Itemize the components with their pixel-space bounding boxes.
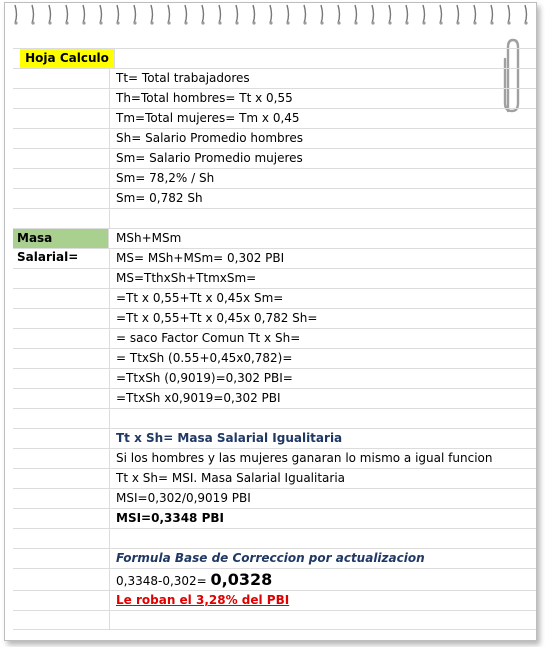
line-23: MSI=0,3348 PBI xyxy=(116,511,224,525)
table-row xyxy=(13,590,536,610)
line-25: Formula Base de Correccion por actualizacion xyxy=(116,551,425,565)
line-15: = TtxSh (0.55+0,45x0,782)= xyxy=(116,351,293,365)
table-row xyxy=(13,508,536,528)
table-row xyxy=(13,408,536,428)
line-0 xyxy=(116,49,536,68)
line-6: Sm= 78,2% / Sh xyxy=(116,171,215,185)
line-14: = saco Factor Comun Tt x Sh= xyxy=(116,331,301,345)
table-row xyxy=(13,188,536,208)
table-row xyxy=(13,348,536,368)
line-20: Si los hombres y las mujeres ganaran lo mismo a igual funcion xyxy=(116,451,493,465)
table-row xyxy=(13,428,536,448)
line-19: Tt x Sh= Masa Salarial Igualitaria xyxy=(116,431,343,445)
masa-salarial-label: Masa Salarial= xyxy=(13,229,109,248)
line-7: Sm= 0,782 Sh xyxy=(116,191,203,205)
hoja-calculo-label: Hoja Calculo xyxy=(20,49,115,68)
line-3: Tm=Total mujeres= Tm x 0,45 xyxy=(116,111,300,125)
line-9: MSh+MSm xyxy=(116,231,182,245)
line-29 xyxy=(116,611,536,630)
line-28: Le roban el 3,28% del PBI xyxy=(116,593,290,607)
table-row xyxy=(13,328,536,348)
result-value: 0,0328 xyxy=(210,570,273,589)
line-16: =TtxSh (0,9019)=0,302 PBI= xyxy=(116,371,293,385)
line-13: =Tt x 0,55+Tt x 0,45x 0,782 Sh= xyxy=(116,311,318,325)
line-17: =TtxSh x0,9019=0,302 PBI xyxy=(116,391,281,405)
line-22: MSI=0,302/0,9019 PBI xyxy=(116,491,251,505)
line-2: Th=Total hombres= Tt x 0,55 xyxy=(116,91,293,105)
line-1: Tt= Total trabajadores xyxy=(116,71,250,85)
table-row xyxy=(13,248,536,268)
table-row xyxy=(13,368,536,388)
table-row xyxy=(13,528,536,548)
line-5: Sm= Salario Promedio mujeres xyxy=(116,151,303,165)
line-18 xyxy=(116,409,536,428)
line-11: MS=TthxSh+TtmxSm= xyxy=(116,271,257,285)
notebook-page xyxy=(4,2,537,641)
table-row xyxy=(13,468,536,488)
table-row xyxy=(13,448,536,468)
line-8 xyxy=(116,209,536,228)
table-row xyxy=(13,208,536,228)
table-row xyxy=(13,568,536,590)
line-12: =Tt x 0,55+Tt x 0,45x Sm= xyxy=(116,291,284,305)
line-21: Tt x Sh= MSI. Masa Salarial Igualitaria xyxy=(116,471,346,485)
result-expression: 0,3348-0,302= xyxy=(116,574,211,588)
table-row xyxy=(13,610,536,630)
table-row xyxy=(13,128,536,148)
table-row xyxy=(13,168,536,188)
line-4: Sh= Salario Promedio hombres xyxy=(116,131,303,145)
table-row xyxy=(13,108,536,128)
line-10: MS= MSh+MSm= 0,302 PBI xyxy=(116,251,285,265)
table-row xyxy=(13,488,536,508)
line-24 xyxy=(116,529,536,548)
table-row xyxy=(13,148,536,168)
table-row xyxy=(13,548,536,568)
table-row xyxy=(13,268,536,288)
spreadsheet-grid xyxy=(13,48,536,630)
table-row xyxy=(13,308,536,328)
table-row xyxy=(13,288,536,308)
table-row xyxy=(13,388,536,408)
table-row xyxy=(13,68,536,88)
table-row xyxy=(13,88,536,108)
line-26 xyxy=(116,569,536,590)
spiral-binding-icon xyxy=(5,3,536,27)
table-row xyxy=(13,48,536,68)
